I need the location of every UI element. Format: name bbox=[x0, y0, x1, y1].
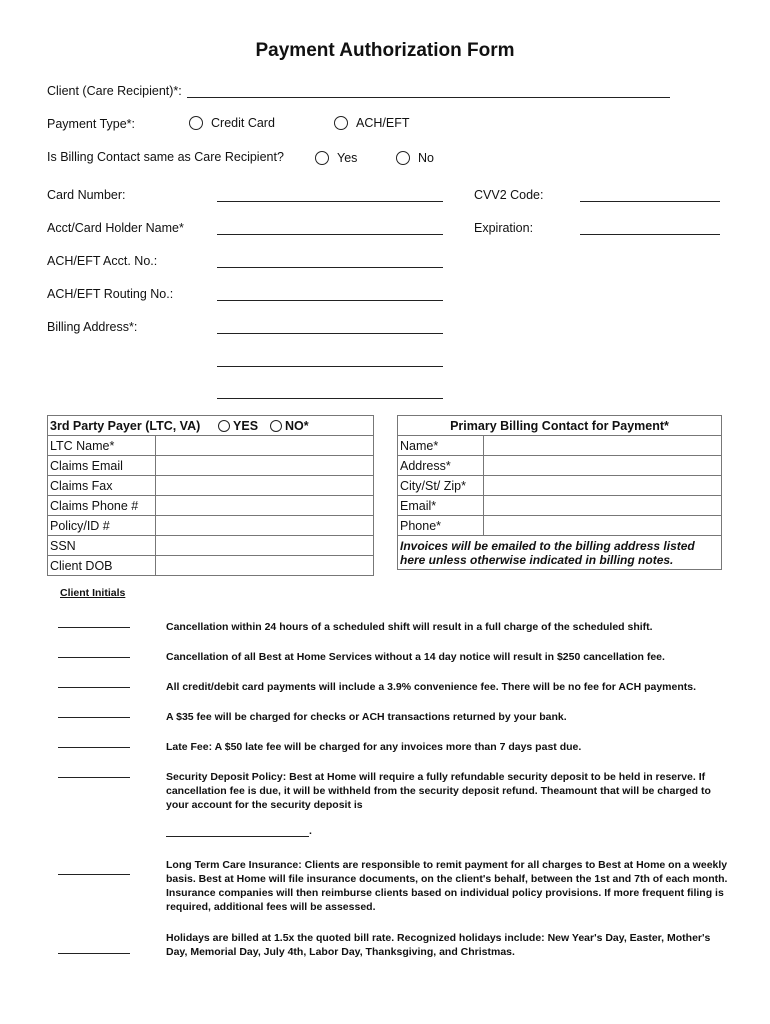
no-label: No bbox=[418, 151, 434, 165]
holder-name-line[interactable] bbox=[217, 234, 443, 235]
claims-fax-input[interactable] bbox=[156, 476, 374, 496]
ltc-name-input[interactable] bbox=[156, 436, 374, 456]
claims-phone-label: Claims Phone # bbox=[48, 496, 156, 516]
claims-phone-input[interactable] bbox=[156, 496, 374, 516]
client-dob-input[interactable] bbox=[156, 556, 374, 576]
cvv2-label: CVV2 Code: bbox=[474, 188, 544, 202]
contact-name-label: Name* bbox=[398, 436, 484, 456]
third-party-payer-table bbox=[47, 415, 374, 576]
billing-address-line-1[interactable] bbox=[217, 333, 443, 334]
initials-line-3[interactable] bbox=[58, 687, 130, 688]
ach-acct-label: ACH/EFT Acct. No.: bbox=[47, 254, 158, 268]
ssn-label: SSN bbox=[48, 536, 156, 556]
billing-address-line-2[interactable] bbox=[217, 366, 443, 367]
deposit-amount-field[interactable] bbox=[166, 825, 312, 837]
policy-holidays: Holidays are billed at 1.5x the quoted bill rate. Recognized holidays include: New Year's Day, Easter, Mother's Day, Memorial Day, July 4th, Labor Day, Thanksgiving, and Christmas. bbox=[166, 932, 711, 958]
yes-label: Yes bbox=[337, 151, 358, 165]
ach-acct-line[interactable] bbox=[217, 267, 443, 268]
third-party-no-radio[interactable] bbox=[270, 420, 282, 432]
third-party-no-label: NO* bbox=[285, 418, 309, 433]
policy-returned-check: A $35 fee will be charged for checks or ACH transactions returned by your bank. bbox=[166, 711, 567, 723]
policy-convenience-fee: All credit/debit card payments will include a 3.9% convenience fee. There will be no fee for ACH payments. bbox=[166, 681, 697, 693]
yes-radio[interactable] bbox=[315, 151, 329, 165]
contact-phone-label: Phone* bbox=[398, 516, 484, 536]
credit-card-label: Credit Card bbox=[211, 116, 275, 130]
claims-email-input[interactable] bbox=[156, 456, 374, 476]
policy-security-deposit: Security Deposit Policy: Best at Home will require a fully refundable security deposit to be held in reserve. If cancellation fee is due, it will be withheld from the security deposit refund. Theamount that will be charged to your account for the security deposit is bbox=[166, 771, 711, 811]
billing-contact-table bbox=[397, 415, 722, 570]
billing-same-yes-option[interactable] bbox=[315, 151, 357, 165]
billing-contact-header: Primary Billing Contact for Payment* bbox=[398, 416, 722, 436]
payment-type-label: Payment Type*: bbox=[47, 117, 136, 131]
deposit-amount-line[interactable] bbox=[166, 825, 309, 837]
cvv2-line[interactable] bbox=[580, 201, 720, 202]
billing-contact-note: Invoices will be emailed to the billing address listed here unless otherwise indicated in billing notes. bbox=[398, 536, 722, 570]
credit-card-radio[interactable] bbox=[189, 116, 203, 130]
expiration-line[interactable] bbox=[580, 234, 720, 235]
contact-address-input[interactable] bbox=[484, 456, 722, 476]
policy-id-input[interactable] bbox=[156, 516, 374, 536]
deposit-amount-suffix: . bbox=[309, 825, 312, 837]
card-number-line[interactable] bbox=[217, 201, 443, 202]
client-dob-label: Client DOB bbox=[48, 556, 156, 576]
billing-same-label: Is Billing Contact same as Care Recipient? bbox=[47, 150, 284, 164]
initials-line-6[interactable] bbox=[58, 777, 130, 778]
contact-name-input[interactable] bbox=[484, 436, 722, 456]
client-label: Client (Care Recipient)*: bbox=[47, 84, 182, 98]
policy-cancellation-14day: Cancellation of all Best at Home Services without a 14 day notice will result in $250 cancellation fee. bbox=[166, 651, 665, 663]
initials-line-8[interactable] bbox=[58, 953, 130, 954]
policy-id-label: Policy/ID # bbox=[48, 516, 156, 536]
holder-name-label: Acct/Card Holder Name* bbox=[47, 221, 184, 235]
claims-fax-label: Claims Fax bbox=[48, 476, 156, 496]
ach-routing-line[interactable] bbox=[217, 300, 443, 301]
credit-card-option[interactable] bbox=[189, 116, 275, 130]
third-party-no-option[interactable] bbox=[270, 419, 309, 433]
contact-city-input[interactable] bbox=[484, 476, 722, 496]
third-party-header: 3rd Party Payer (LTC, VA) bbox=[50, 418, 201, 433]
contact-phone-input[interactable] bbox=[484, 516, 722, 536]
ach-eft-radio[interactable] bbox=[334, 116, 348, 130]
third-party-yes-option[interactable] bbox=[218, 419, 258, 433]
client-input-line[interactable] bbox=[187, 97, 670, 98]
policy-cancellation-24h: Cancellation within 24 hours of a scheduled shift will result in a full charge of the scheduled shift. bbox=[166, 621, 653, 633]
ach-eft-label: ACH/EFT bbox=[356, 116, 410, 130]
ach-eft-option[interactable] bbox=[334, 116, 409, 130]
third-party-yes-label: YES bbox=[233, 418, 259, 433]
contact-email-label: Email* bbox=[398, 496, 484, 516]
initials-line-1[interactable] bbox=[58, 627, 130, 628]
ach-routing-label: ACH/EFT Routing No.: bbox=[47, 287, 174, 301]
ltc-name-label: LTC Name* bbox=[48, 436, 156, 456]
no-radio[interactable] bbox=[396, 151, 410, 165]
initials-line-2[interactable] bbox=[58, 657, 130, 658]
page-title: Payment Authorization Form bbox=[255, 40, 515, 61]
third-party-yes-radio[interactable] bbox=[218, 420, 230, 432]
initials-line-4[interactable] bbox=[58, 717, 130, 718]
policy-late-fee: Late Fee: A $50 late fee will be charged for any invoices more than 7 days past due. bbox=[166, 741, 582, 753]
policy-long-term-care: Long Term Care Insurance: Clients are responsible to remit payment for all charges to Best at Home on a weekly basis. Best at Home will file insurance documents, on the client's behalf, between the 1st and 7th of each month. Insurance companies will then reimburse clients based on individual policy provisions. If more frequent filing is required, additional fees will be assessed. bbox=[166, 859, 728, 913]
claims-email-label: Claims Email bbox=[48, 456, 156, 476]
card-number-label: Card Number: bbox=[47, 188, 126, 202]
billing-address-line-3[interactable] bbox=[217, 398, 443, 399]
contact-email-input[interactable] bbox=[484, 496, 722, 516]
billing-same-no-option[interactable] bbox=[396, 151, 434, 165]
client-initials-heading: Client Initials bbox=[60, 587, 126, 599]
contact-city-label: City/St/ Zip* bbox=[398, 476, 484, 496]
initials-line-5[interactable] bbox=[58, 747, 130, 748]
billing-address-label: Billing Address*: bbox=[47, 320, 138, 334]
ssn-input[interactable] bbox=[156, 536, 374, 556]
initials-line-7[interactable] bbox=[58, 874, 130, 875]
contact-address-label: Address* bbox=[398, 456, 484, 476]
third-party-header-cell bbox=[48, 416, 374, 436]
expiration-label: Expiration: bbox=[474, 221, 534, 235]
